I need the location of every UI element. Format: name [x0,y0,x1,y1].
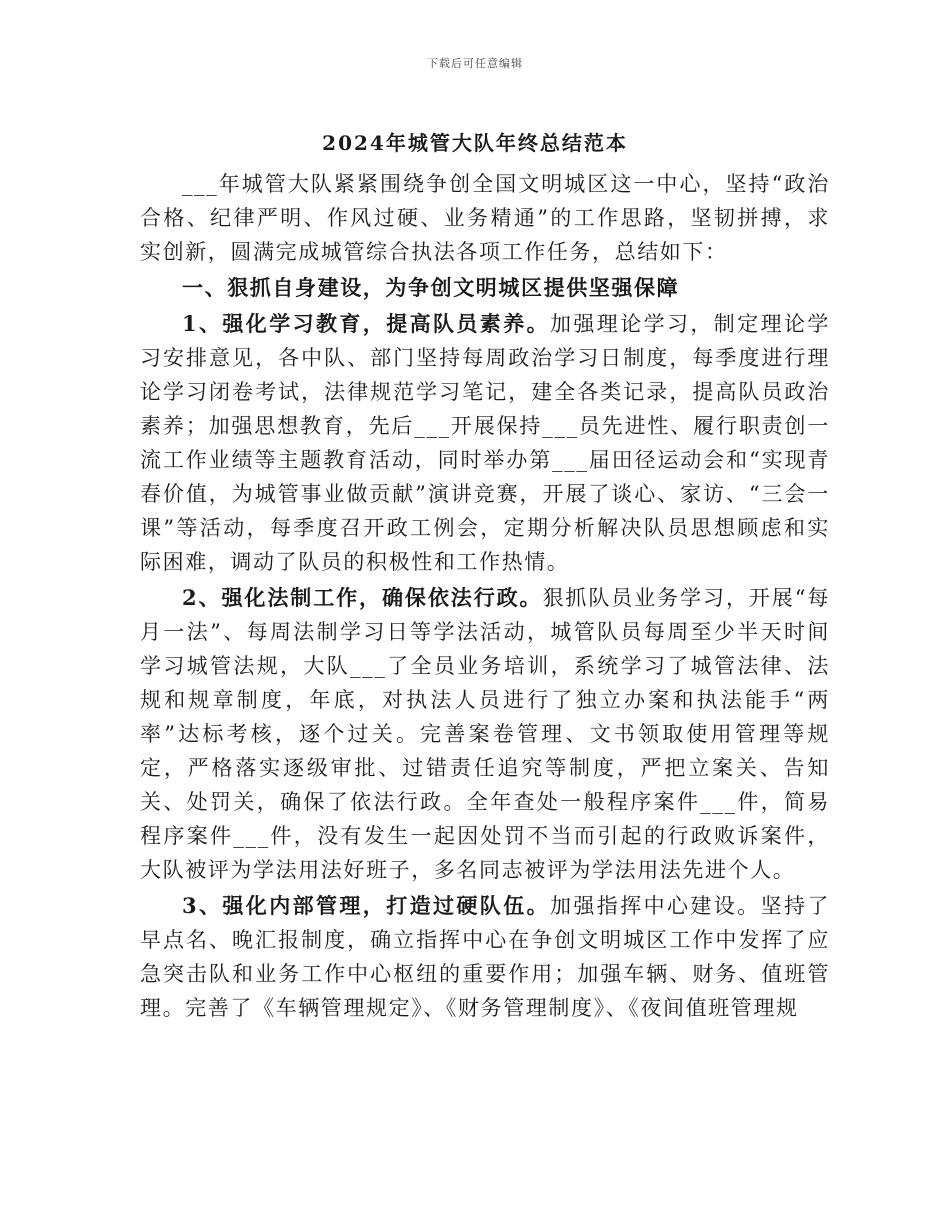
item-paragraph-3 [140,889,830,1025]
item-paragraph-2 [140,581,830,887]
item-lead: 2、强化法制工作，确保依法行政。 [182,585,543,610]
section-heading: 一、狠抓自身建设，为争创文明城区提供坚强保障 [182,275,680,300]
item-text: 狠抓队员业务学习，开展“每月一法”、每周法制学习日等学法活动，城管队员每周至少半天时间学习城管法规，大队___了全员业务培训，系统学习了城管法律、法规和规章制度，年底，对执法人员进行了独立办案和执法能手“两率”达标考核，逐个过关。完善案卷管理、文书领取使用管理等规定，严格落实逐级审批、过错责任追究等制度，严把立案关、告知关、处罚关，确保了依法行政。全年查处一般程序案件___件，简易程序案件___件，没有发生一起因处罚不当而引起的行政败诉案件，大队被评为学法用法好班子，多名同志被评为学法用法先进个人。 [140,586,830,882]
header-note: 下载后可任意编辑 [427,57,523,70]
item-paragraph-1 [140,307,830,579]
document-title: 2024年城管大队年终总结范本 [322,131,628,155]
item-text: 加强指挥中心建设。坚持了早点名、晚汇报制度，确立指挥中心在争创文明城区工作中发挥了应急突击队和业务工作中心枢纽的重要作用；加强车辆、财务、值班管理。完善了《车辆管理规定》、《财务管理制度》、《夜间值班管理规 [140,894,830,1020]
item-lead: 3、强化内部管理，打造过硬队伍。 [182,893,550,918]
intro-paragraph: ___年城管大队紧紧围绕争创全国文明城区这一中心，坚持“政治合格、纪律严明、作风过硬、业务精通”的工作思路，坚韧拼搏，求实创新，圆满完成城管综合执法各项工作任务，总结如下： [140,172,830,264]
item-lead: 1、强化学习教育，提高队员素养。 [182,311,550,336]
item-text: 加强理论学习，制定理论学习安排意见，各中队、部门坚持每周政治学习日制度，每季度进行理论学习闭卷考试，法律规范学习笔记，建全各类记录，提高队员政治素养；加强思想教育，先后___开展保持___员先进性、履行职责创一流工作业绩等主题教育活动，同时举办第___届田径运动会和“实现青春价值，为城管事业做贡献”演讲竞赛，开展了谈心、家访、“三会一课”等活动，每季度召开政工例会，定期分析解决队员思想顾虑和实际困难，调动了队员的积极性和工作热情。 [140,312,830,574]
document-body [140,167,830,1025]
